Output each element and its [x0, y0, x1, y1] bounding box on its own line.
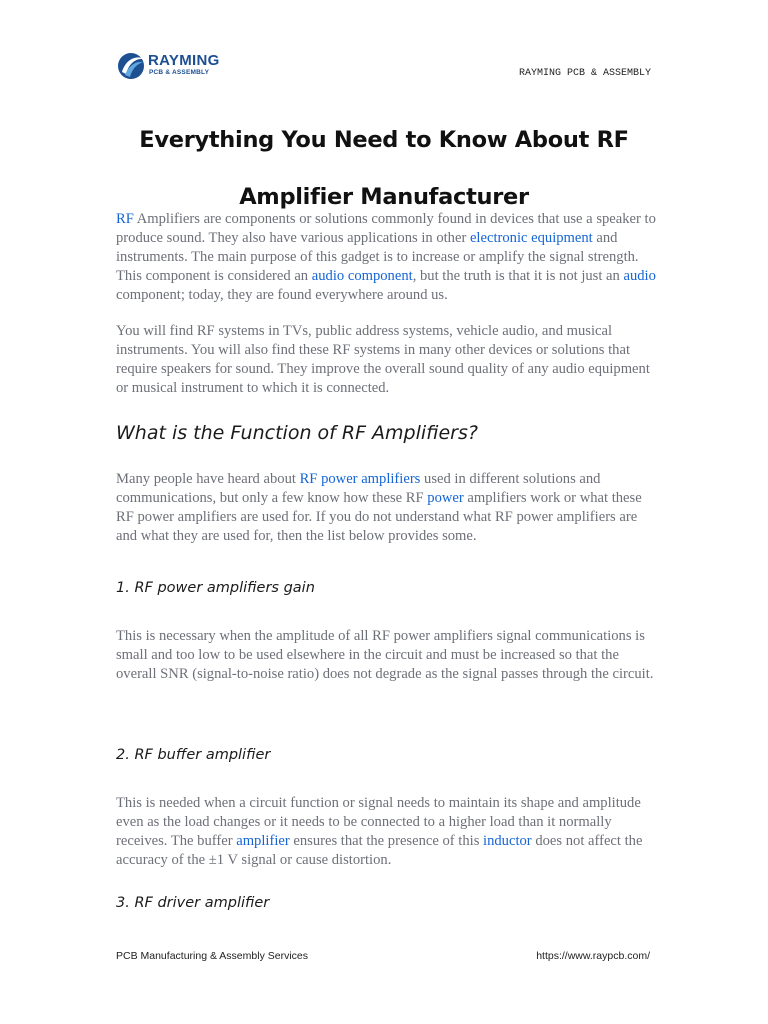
item2-heading: 2. RF buffer amplifier	[116, 747, 271, 763]
link-rf[interactable]: RF	[116, 211, 134, 227]
para3-text-3: amplifiers work or what these RF power amplifiers are used for. If you do not understand what RF power amplifiers are and what they are used for, then the list below provides some.	[116, 490, 642, 545]
link-electronic-equipment[interactable]: electronic equipment	[469, 230, 593, 247]
rayming-logo-icon	[116, 50, 146, 82]
header-company-name: RAYMING PCB & ASSEMBLY	[518, 68, 651, 79]
para3-text-2: used in different solutions and communications, but only a few know how these RF	[116, 471, 601, 507]
intro-text-4: component; today, they are found everywhere around us.	[116, 287, 448, 304]
intro-text-2: and instruments. The main purpose of this gadget is to increase or amplify the signal strength. This component is considered an	[116, 230, 639, 285]
item1-heading: 1. RF power amplifiers gain	[116, 580, 315, 596]
para3-text-1: Many people have heard about	[116, 471, 300, 487]
footer-services: PCB Manufacturing & Assembly Services	[116, 950, 308, 962]
intro-paragraph	[116, 210, 656, 305]
title-line-1: Everything You Need to Know About RF	[139, 127, 629, 153]
logo-name: RAYMING	[148, 52, 220, 69]
link-audio[interactable]: audio	[623, 268, 656, 285]
link-power[interactable]: power	[427, 490, 464, 507]
link-rf-power-amplifiers[interactable]: RF power amplifiers	[299, 471, 421, 487]
item3-heading: 3. RF driver amplifier	[116, 895, 270, 911]
footer-url[interactable]: https://www.raypcb.com/	[536, 950, 650, 962]
item2-text-1: This is needed when a circuit function or signal needs to maintain its shape and amplitude even as the load changes or it needs to be connected to a higher load than it normally receives. The buffer	[116, 795, 641, 850]
link-inductor[interactable]: inductor	[483, 833, 532, 850]
intro-text-3: , but the truth is that it is not just an	[412, 268, 624, 285]
item2-text-2: ensures that the presence of this	[289, 833, 484, 850]
item2-text-3: does not affect the accuracy of the ±1 V signal or cause distortion.	[116, 833, 643, 869]
link-audio-component[interactable]: audio component	[311, 268, 413, 285]
rf-systems-paragraph: You will find RF systems in TVs, public address systems, vehicle audio, and musical instruments. You will also find these RF systems in many other devices or solutions that require speakers for sound. They improve the overall sound quality of any audio equipment or musical instrument to which it is connected.	[116, 323, 650, 397]
logo-subtitle: PCB & ASSEMBLY	[149, 69, 210, 76]
title-line-2: Amplifier Manufacturer	[239, 184, 529, 210]
item2-paragraph	[116, 794, 656, 870]
item1-paragraph: This is necessary when the amplitude of all RF power amplifiers signal communications is small and too low to be used elsewhere in the circuit and must be increased so that the overall SNR (signal-to-noise ratio) does not degrade as the signal passes through the circuit.	[116, 628, 654, 683]
rayming-logo[interactable]	[116, 50, 256, 82]
page-title	[96, 112, 672, 226]
section-heading: What is the Function of RF Amplifiers?	[116, 422, 478, 444]
intro-text-1: Amplifiers are components or solutions commonly found in devices that use a speaker to produce sound. They also have various applications in other	[116, 211, 656, 247]
function-paragraph	[116, 470, 656, 546]
link-amplifier[interactable]: amplifier	[236, 833, 290, 850]
